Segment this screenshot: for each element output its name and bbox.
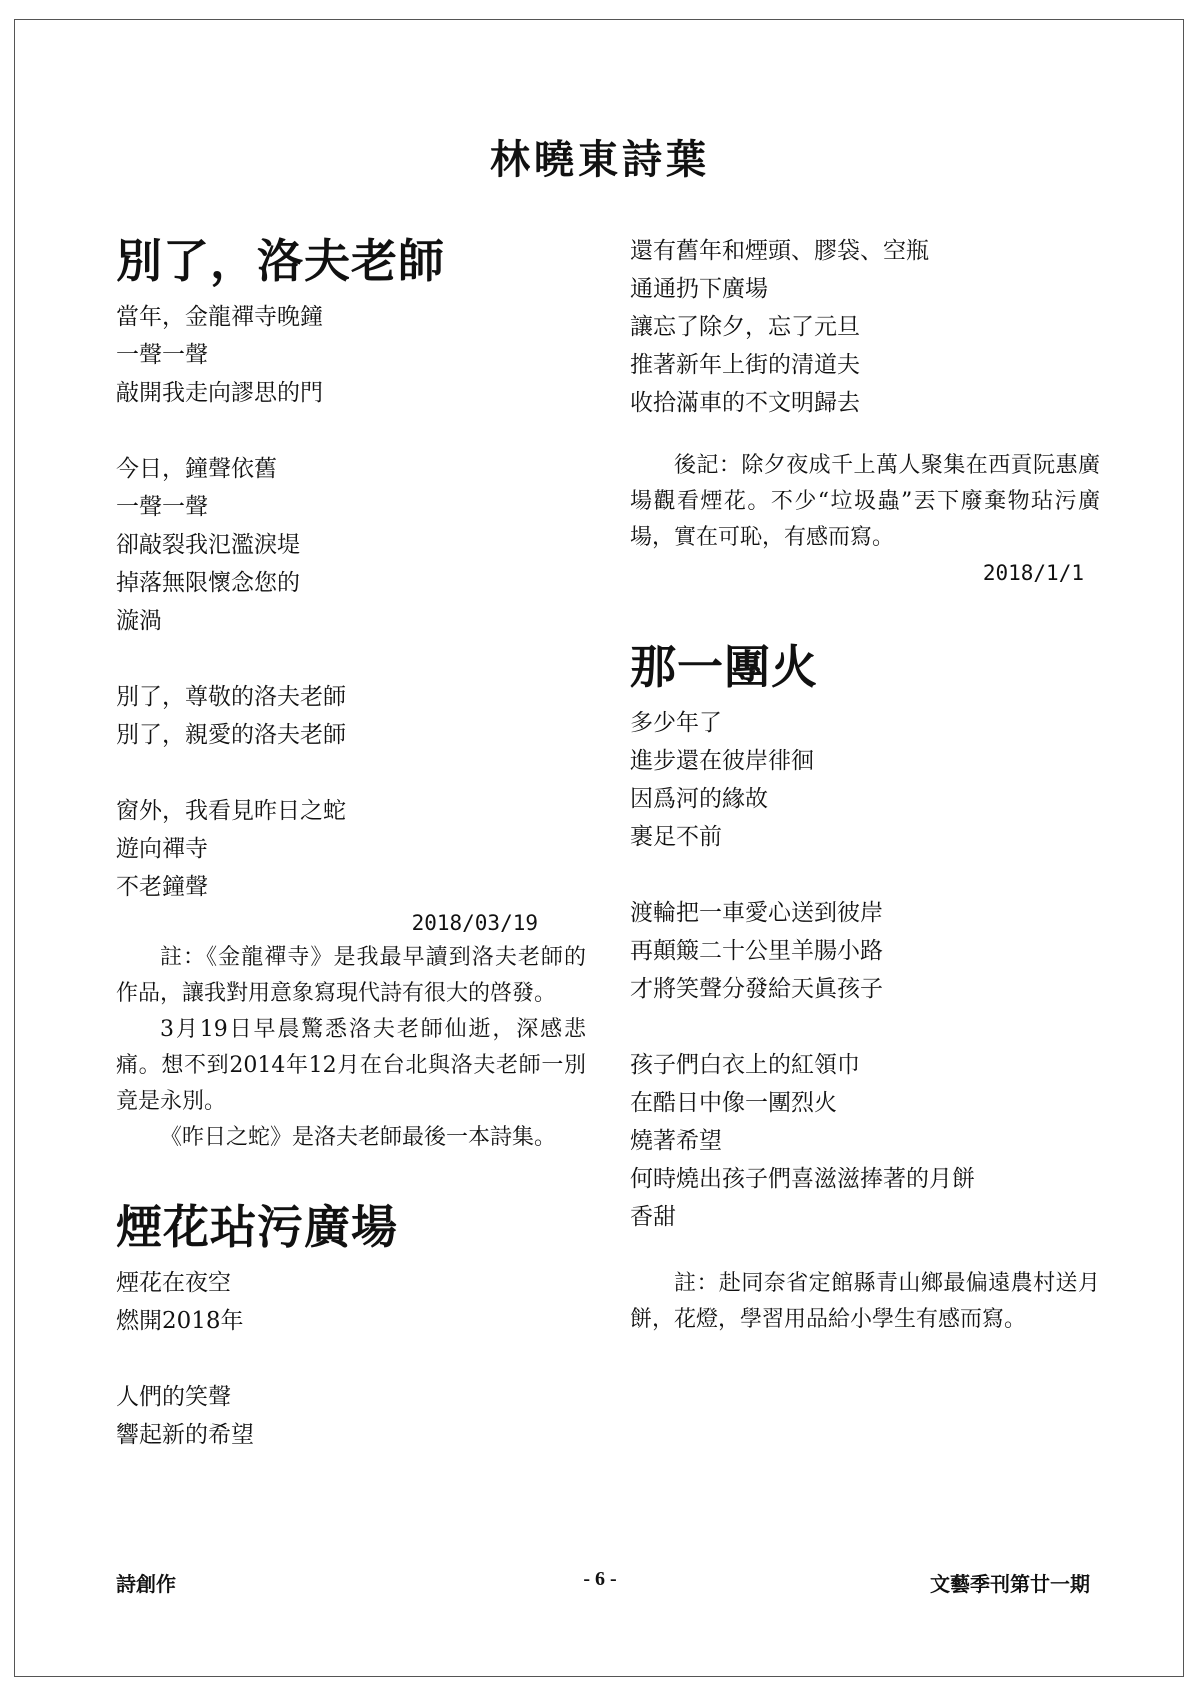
poem-title-fireworks: 煙花玷污廣場: [116, 1200, 398, 1254]
stanza-gap: [116, 640, 586, 678]
poem-line: 孩子們白衣上的紅領巾: [630, 1052, 860, 1078]
footer-publication: 文藝季刊第廿一期: [930, 1572, 1090, 1596]
poem-line: 窗外，我看見昨日之蛇: [116, 798, 346, 824]
poem-line: 收拾滿車的不文明歸去: [630, 390, 860, 416]
poem-line: 讓忘了除夕，忘了元旦: [630, 314, 860, 340]
poem-line: 何時燒出孩子們喜滋滋捧著的月餅: [630, 1166, 975, 1192]
poem-line: 通通扔下廣場: [630, 276, 768, 302]
poem-line: 進步還在彼岸徘徊: [630, 748, 814, 774]
poem-line: 今日，鐘聲依舊: [116, 456, 277, 482]
poem-line: 渡輪把一車愛心送到彼岸: [630, 900, 883, 926]
poem-line: 人們的笑聲: [116, 1384, 231, 1410]
stanza-gap: [630, 1008, 1100, 1046]
right-column: [630, 232, 1100, 1338]
poem-line: 燃開2018年: [116, 1308, 244, 1334]
footer-section-label: 詩創作: [116, 1572, 176, 1596]
poem-body-fire: [630, 704, 1100, 1236]
poem-line: 遊向禪寺: [116, 836, 208, 862]
poem-note: 後記：除夕夜成千上萬人聚集在西貢阮惠廣場觀看煙花。不少“垃圾蟲”丟下廢棄物玷污廣場，實在可恥，有感而寫。: [630, 453, 1100, 550]
poem-line: 煙花在夜空: [116, 1270, 231, 1296]
poem-date-fireworks: 2018/1/1: [982, 561, 1084, 585]
poem-line: 在酷日中像一團烈火: [630, 1090, 837, 1116]
poem-line: 香甜: [630, 1204, 676, 1230]
poem-note: 註：《金龍禪寺》是我最早讀到洛夫老師的作品，讓我對用意象寫現代詩有很大的啓發。: [116, 945, 586, 1006]
poem-line: 推著新年上街的清道夫: [630, 352, 860, 378]
stanza-gap: [116, 1340, 586, 1378]
poem-note: 3月19日早晨驚悉洛夫老師仙逝，深感悲痛。想不到2014年12月在台北與洛夫老師一別竟是永別。: [116, 1017, 586, 1114]
poem-line: 當年，金龍禪寺晚鐘: [116, 304, 323, 330]
poem-line: 不老鐘聲: [116, 874, 208, 900]
footer-page-number: - 6 -: [583, 1568, 617, 1590]
poem-line: 才將笑聲分發給天眞孩子: [630, 976, 883, 1002]
poem-body-fireworks-left: [116, 1264, 586, 1454]
poem-title-fire: 那一團火: [630, 640, 818, 694]
poem-note: 《昨日之蛇》是洛夫老師最後一本詩集。: [160, 1125, 557, 1150]
poem-line: 敲開我走向謬思的門: [116, 380, 323, 406]
poem-line: 再顛簸二十公里羊腸小路: [630, 938, 883, 964]
poem-line: 別了，親愛的洛夫老師: [116, 722, 346, 748]
poem-line: 還有舊年和煙頭、膠袋、空瓶: [630, 238, 929, 264]
poem-line: 一聲一聲: [116, 342, 208, 368]
poem-body-fireworks-right: [630, 232, 1100, 422]
poem-line: 裹足不前: [630, 824, 722, 850]
stanza-gap: [116, 412, 586, 450]
left-column: [116, 230, 586, 1454]
poem-date-farewell: 2018/03/19: [411, 911, 538, 935]
stanza-gap: [630, 856, 1100, 894]
poem-line: 因爲河的緣故: [630, 786, 768, 812]
page-title: 林曉東詩葉: [490, 136, 710, 183]
poem-body-farewell: [116, 298, 586, 906]
poem-note: 註：赴同奈省定館縣青山鄉最偏遠農村送月餅，花燈，學習用品給小學生有感而寫。: [630, 1271, 1100, 1332]
poem-line: 漩渦: [116, 608, 162, 634]
stanza-gap: [116, 754, 586, 792]
poem-line: 響起新的希望: [116, 1422, 254, 1448]
poem-line: 多少年了: [630, 710, 722, 736]
poem-line: 卻敲裂我氾濫淚堤: [116, 532, 300, 558]
poem-line: 一聲一聲: [116, 494, 208, 520]
poem-line: 燒著希望: [630, 1128, 722, 1154]
poem-line: 掉落無限懷念您的: [116, 570, 300, 596]
poem-line: 別了，尊敬的洛夫老師: [116, 684, 346, 710]
poem-title-farewell: 別了，洛夫老師: [116, 234, 445, 288]
